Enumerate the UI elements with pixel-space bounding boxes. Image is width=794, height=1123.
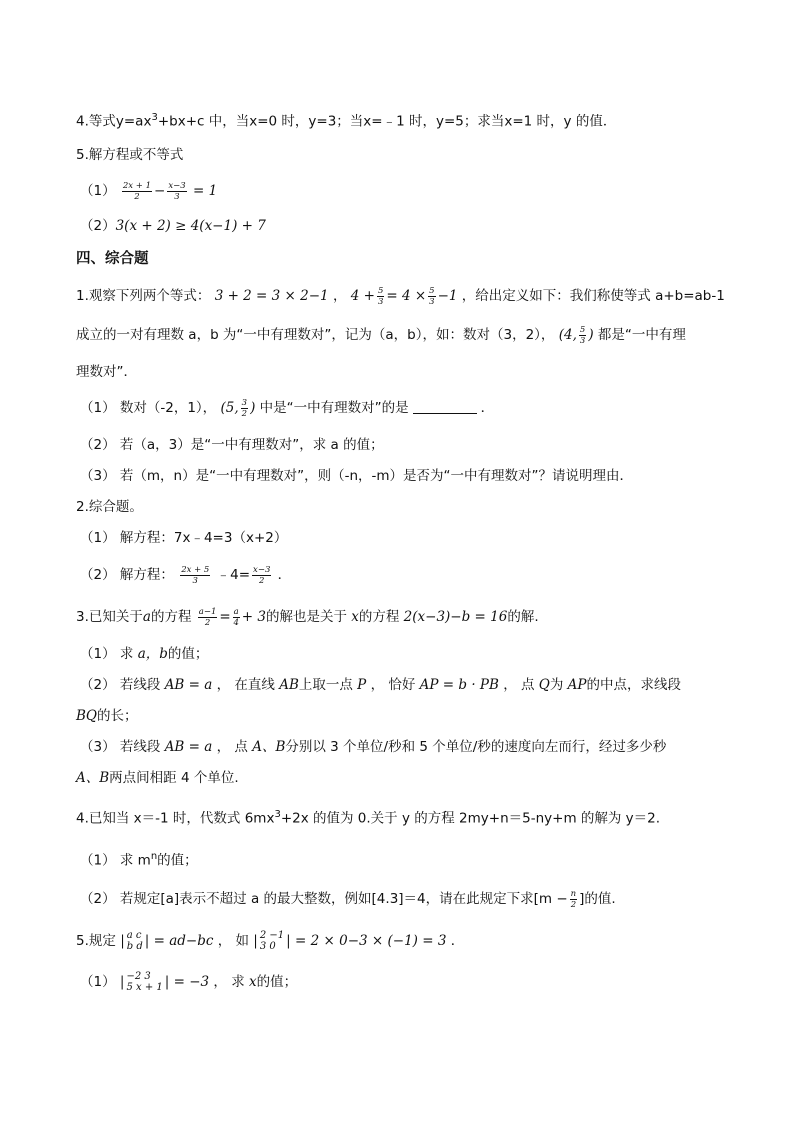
text: ． bbox=[277, 567, 292, 583]
c3-part-3 bbox=[80, 736, 666, 758]
denominator: 3 bbox=[174, 191, 180, 202]
equation: 4 + bbox=[350, 288, 375, 304]
part-label: （2） bbox=[80, 218, 116, 234]
text: 分别以 3 个单位/秒和 5 个单位/秒的速度向左而行，经过多少秒 bbox=[285, 739, 667, 755]
pair: (5, bbox=[220, 400, 239, 416]
denominator: 3 bbox=[579, 335, 586, 346]
denominator: 2 bbox=[134, 191, 140, 202]
numerator: a bbox=[233, 606, 239, 617]
equation: + 3 bbox=[241, 609, 266, 625]
question-5-part-2 bbox=[80, 215, 266, 237]
c1-line-1 bbox=[76, 285, 725, 307]
text: 5.规定 bbox=[76, 933, 116, 949]
variables: A、B bbox=[252, 739, 286, 755]
text: ， 在直线 bbox=[216, 677, 275, 693]
equation-rhs: = 1 bbox=[192, 183, 218, 199]
fraction bbox=[122, 181, 152, 202]
denominator: 2 bbox=[258, 575, 265, 586]
text: ﹣4= bbox=[216, 567, 251, 583]
c4-line-1 bbox=[76, 804, 660, 830]
text: 两点间相距 4 个单位. bbox=[109, 770, 239, 786]
exponent: 3 bbox=[274, 809, 281, 820]
determinant bbox=[127, 930, 143, 952]
fraction bbox=[570, 889, 577, 910]
denominator: 3 bbox=[429, 296, 435, 307]
determinant bbox=[260, 930, 284, 952]
equation: = −3 bbox=[173, 974, 210, 990]
fraction bbox=[579, 325, 586, 346]
variable: a bbox=[142, 609, 151, 625]
numerator: a−1 bbox=[198, 606, 217, 617]
equation: 3 + 2 = 3 × 2−1 bbox=[214, 288, 329, 304]
equation: AB = a bbox=[164, 677, 213, 693]
exponent: n bbox=[150, 851, 158, 862]
denominator: 3 bbox=[192, 575, 198, 586]
variable: BQ bbox=[76, 708, 97, 724]
equation: 2(x−3)−b = 16 bbox=[403, 609, 508, 625]
text: 上取一点 bbox=[298, 677, 353, 693]
numerator: x−3 bbox=[253, 564, 271, 575]
equation: = ad−bc bbox=[153, 933, 214, 949]
determinant bbox=[126, 971, 162, 993]
equation: AP = b · PB bbox=[419, 677, 499, 693]
text: ， 恰好 bbox=[370, 677, 416, 693]
variable: AP bbox=[567, 677, 587, 693]
text: ， 如 bbox=[217, 933, 249, 949]
text: 的解. bbox=[507, 609, 539, 625]
variable: Q bbox=[538, 677, 550, 693]
denominator: 3 bbox=[377, 296, 384, 307]
c1-line-3: 理数对”． bbox=[76, 364, 137, 380]
text: ， 点 bbox=[216, 739, 248, 755]
fraction bbox=[167, 181, 186, 202]
inequality: 3(x + 2) ≥ 4(x−1) + 7 bbox=[115, 218, 266, 234]
fraction bbox=[180, 565, 210, 586]
denominator: 2 bbox=[241, 408, 248, 419]
text: （1） 求 bbox=[80, 646, 134, 662]
text: 成立的一对有理数 a，b 为“一中有理数对”，记为（a，b），如：数对（3，2）， bbox=[76, 327, 555, 343]
c2-part-2 bbox=[80, 564, 291, 586]
fraction bbox=[233, 607, 240, 628]
numerator: n bbox=[570, 888, 577, 899]
det-row: a c bbox=[126, 930, 142, 941]
equation: AB = a bbox=[164, 739, 213, 755]
text: ， bbox=[332, 288, 347, 304]
det-row: b d bbox=[126, 941, 143, 952]
q4-text-cont: +bx+c 中，当x=0 时，y=3；当x=﹣1 时，y=5；求当x=1 时，y 的值． bbox=[157, 113, 617, 130]
c3-part-1 bbox=[80, 643, 208, 665]
text: （1） 数对（-2，1）， bbox=[80, 400, 217, 416]
c3-part-3-cont bbox=[76, 767, 239, 789]
numerator: 2x + 1 bbox=[122, 180, 152, 191]
c1-part-1 bbox=[80, 397, 494, 419]
text: （2） 若线段 bbox=[80, 677, 161, 693]
text: +2x 的值为 0.关于 y 的方程 2my+n＝5-ny+m 的解为 y＝2. bbox=[280, 810, 661, 827]
c4-part-1 bbox=[80, 846, 198, 872]
text: 的长； bbox=[97, 708, 138, 724]
det-row: −2 3 bbox=[126, 971, 151, 982]
fraction bbox=[377, 286, 384, 307]
equation: = 2 × 0−3 × (−1) = 3 bbox=[295, 933, 447, 949]
variable: x bbox=[351, 609, 359, 625]
numerator: 3 bbox=[241, 397, 248, 408]
pair-close: ) bbox=[588, 327, 594, 343]
text: 为 bbox=[549, 677, 564, 693]
text: 的值； bbox=[167, 646, 209, 662]
det-row: 3 0 bbox=[259, 941, 276, 952]
variables: a，b bbox=[137, 646, 168, 662]
c3-line-1 bbox=[76, 606, 539, 628]
fraction bbox=[198, 607, 218, 628]
variable: P bbox=[357, 677, 367, 693]
text: 都是“一中有理 bbox=[597, 327, 686, 343]
text: 的值； bbox=[157, 852, 198, 869]
numerator: x−3 bbox=[168, 180, 186, 191]
answer-blank[interactable] bbox=[413, 399, 477, 414]
numerator: 5 bbox=[579, 324, 586, 335]
c1-line-2 bbox=[76, 324, 686, 346]
text: 的值； bbox=[256, 974, 298, 990]
c5-line-1: 5.规定 | a c b d | = ad−bc ， 如 | 2 −1 3 0 | = 2 × 0−3 × (−1) = 3 ． bbox=[76, 930, 465, 952]
part-label: （1） bbox=[80, 183, 116, 199]
text: ， 点 bbox=[503, 677, 535, 693]
text: ． bbox=[450, 933, 465, 949]
c4-part-2 bbox=[80, 888, 616, 910]
text: 3.已知关于 bbox=[76, 609, 143, 625]
text: （1） bbox=[80, 974, 116, 990]
variables: A、B bbox=[76, 770, 110, 786]
c1-part-3: （3） 若（m，n）是“一中有理数对”，则（-n，-m）是否为“一中有理数对”？请说明理由． bbox=[80, 468, 634, 484]
text: 的方程 bbox=[358, 609, 400, 625]
text: 4.已知当 x＝-1 时，代数式 6mx bbox=[76, 810, 275, 827]
question-5-title: 5.解方程或不等式 bbox=[76, 147, 184, 163]
c5-part-1: （1） | −2 3 5 x + 1 | = −3 ， 求 x的值； bbox=[80, 971, 298, 993]
pair-close: ) bbox=[250, 400, 256, 416]
c3-part-2-cont bbox=[76, 705, 138, 727]
denominator: 2 bbox=[570, 899, 577, 910]
q4-text: 4.等式y=ax bbox=[76, 113, 152, 130]
c2-title: 2.综合题。 bbox=[76, 499, 143, 515]
text: ]的值. bbox=[579, 891, 616, 907]
fraction bbox=[252, 565, 271, 586]
denominator: 2 bbox=[204, 617, 211, 628]
pair: (4, bbox=[558, 327, 577, 343]
variable: x bbox=[249, 974, 257, 990]
equals: = bbox=[219, 609, 231, 625]
text: 的方程 bbox=[150, 609, 192, 625]
c1-part-2: （2） 若（a，3）是“一中有理数对”，求 a 的值； bbox=[80, 437, 384, 453]
q4-exponent: 3 bbox=[151, 112, 158, 123]
variable: AB bbox=[279, 677, 299, 693]
fraction bbox=[428, 286, 435, 307]
text: （3） 若线段 bbox=[80, 739, 161, 755]
text: 的解也是关于 bbox=[265, 609, 347, 625]
det-row: 2 −1 bbox=[259, 930, 285, 941]
text: （2） 若规定[a]表示不超过 a 的最大整数，例如[4.3]＝4，请在此规定下求[m − bbox=[80, 891, 568, 907]
numerator: 5 bbox=[429, 285, 435, 296]
section-heading: 四、综合题 bbox=[76, 251, 149, 267]
fraction bbox=[241, 398, 248, 419]
c3-part-2 bbox=[80, 674, 681, 696]
text: 的中点，求线段 bbox=[586, 677, 682, 693]
question-4 bbox=[76, 107, 616, 133]
equation: −1 bbox=[437, 288, 458, 304]
text: ． bbox=[480, 400, 495, 416]
c2-part-1: （1） 解方程：7x﹣4=3（x+2） bbox=[80, 530, 288, 546]
numerator: 5 bbox=[377, 285, 384, 296]
text: （2） 解方程： bbox=[80, 567, 174, 583]
text: （1） 求 m bbox=[80, 852, 151, 869]
equation: = 4 × bbox=[386, 288, 427, 304]
text: ，给出定义如下：我们称使等式 a+b=ab-1 bbox=[461, 288, 725, 304]
det-row: 5 x + 1 bbox=[126, 982, 163, 993]
numerator: 2x + 5 bbox=[181, 564, 210, 575]
text: 1.观察下列两个等式： bbox=[76, 288, 211, 304]
text: 中是“一中有理数对”的是 bbox=[259, 400, 409, 416]
question-5-part-1: （1） $\frac{2x + 1}{2}$ − $\frac{x-3}{3}$ = 1 bbox=[80, 180, 218, 202]
text: ， 求 bbox=[213, 974, 245, 990]
denominator: 4 bbox=[233, 617, 239, 628]
